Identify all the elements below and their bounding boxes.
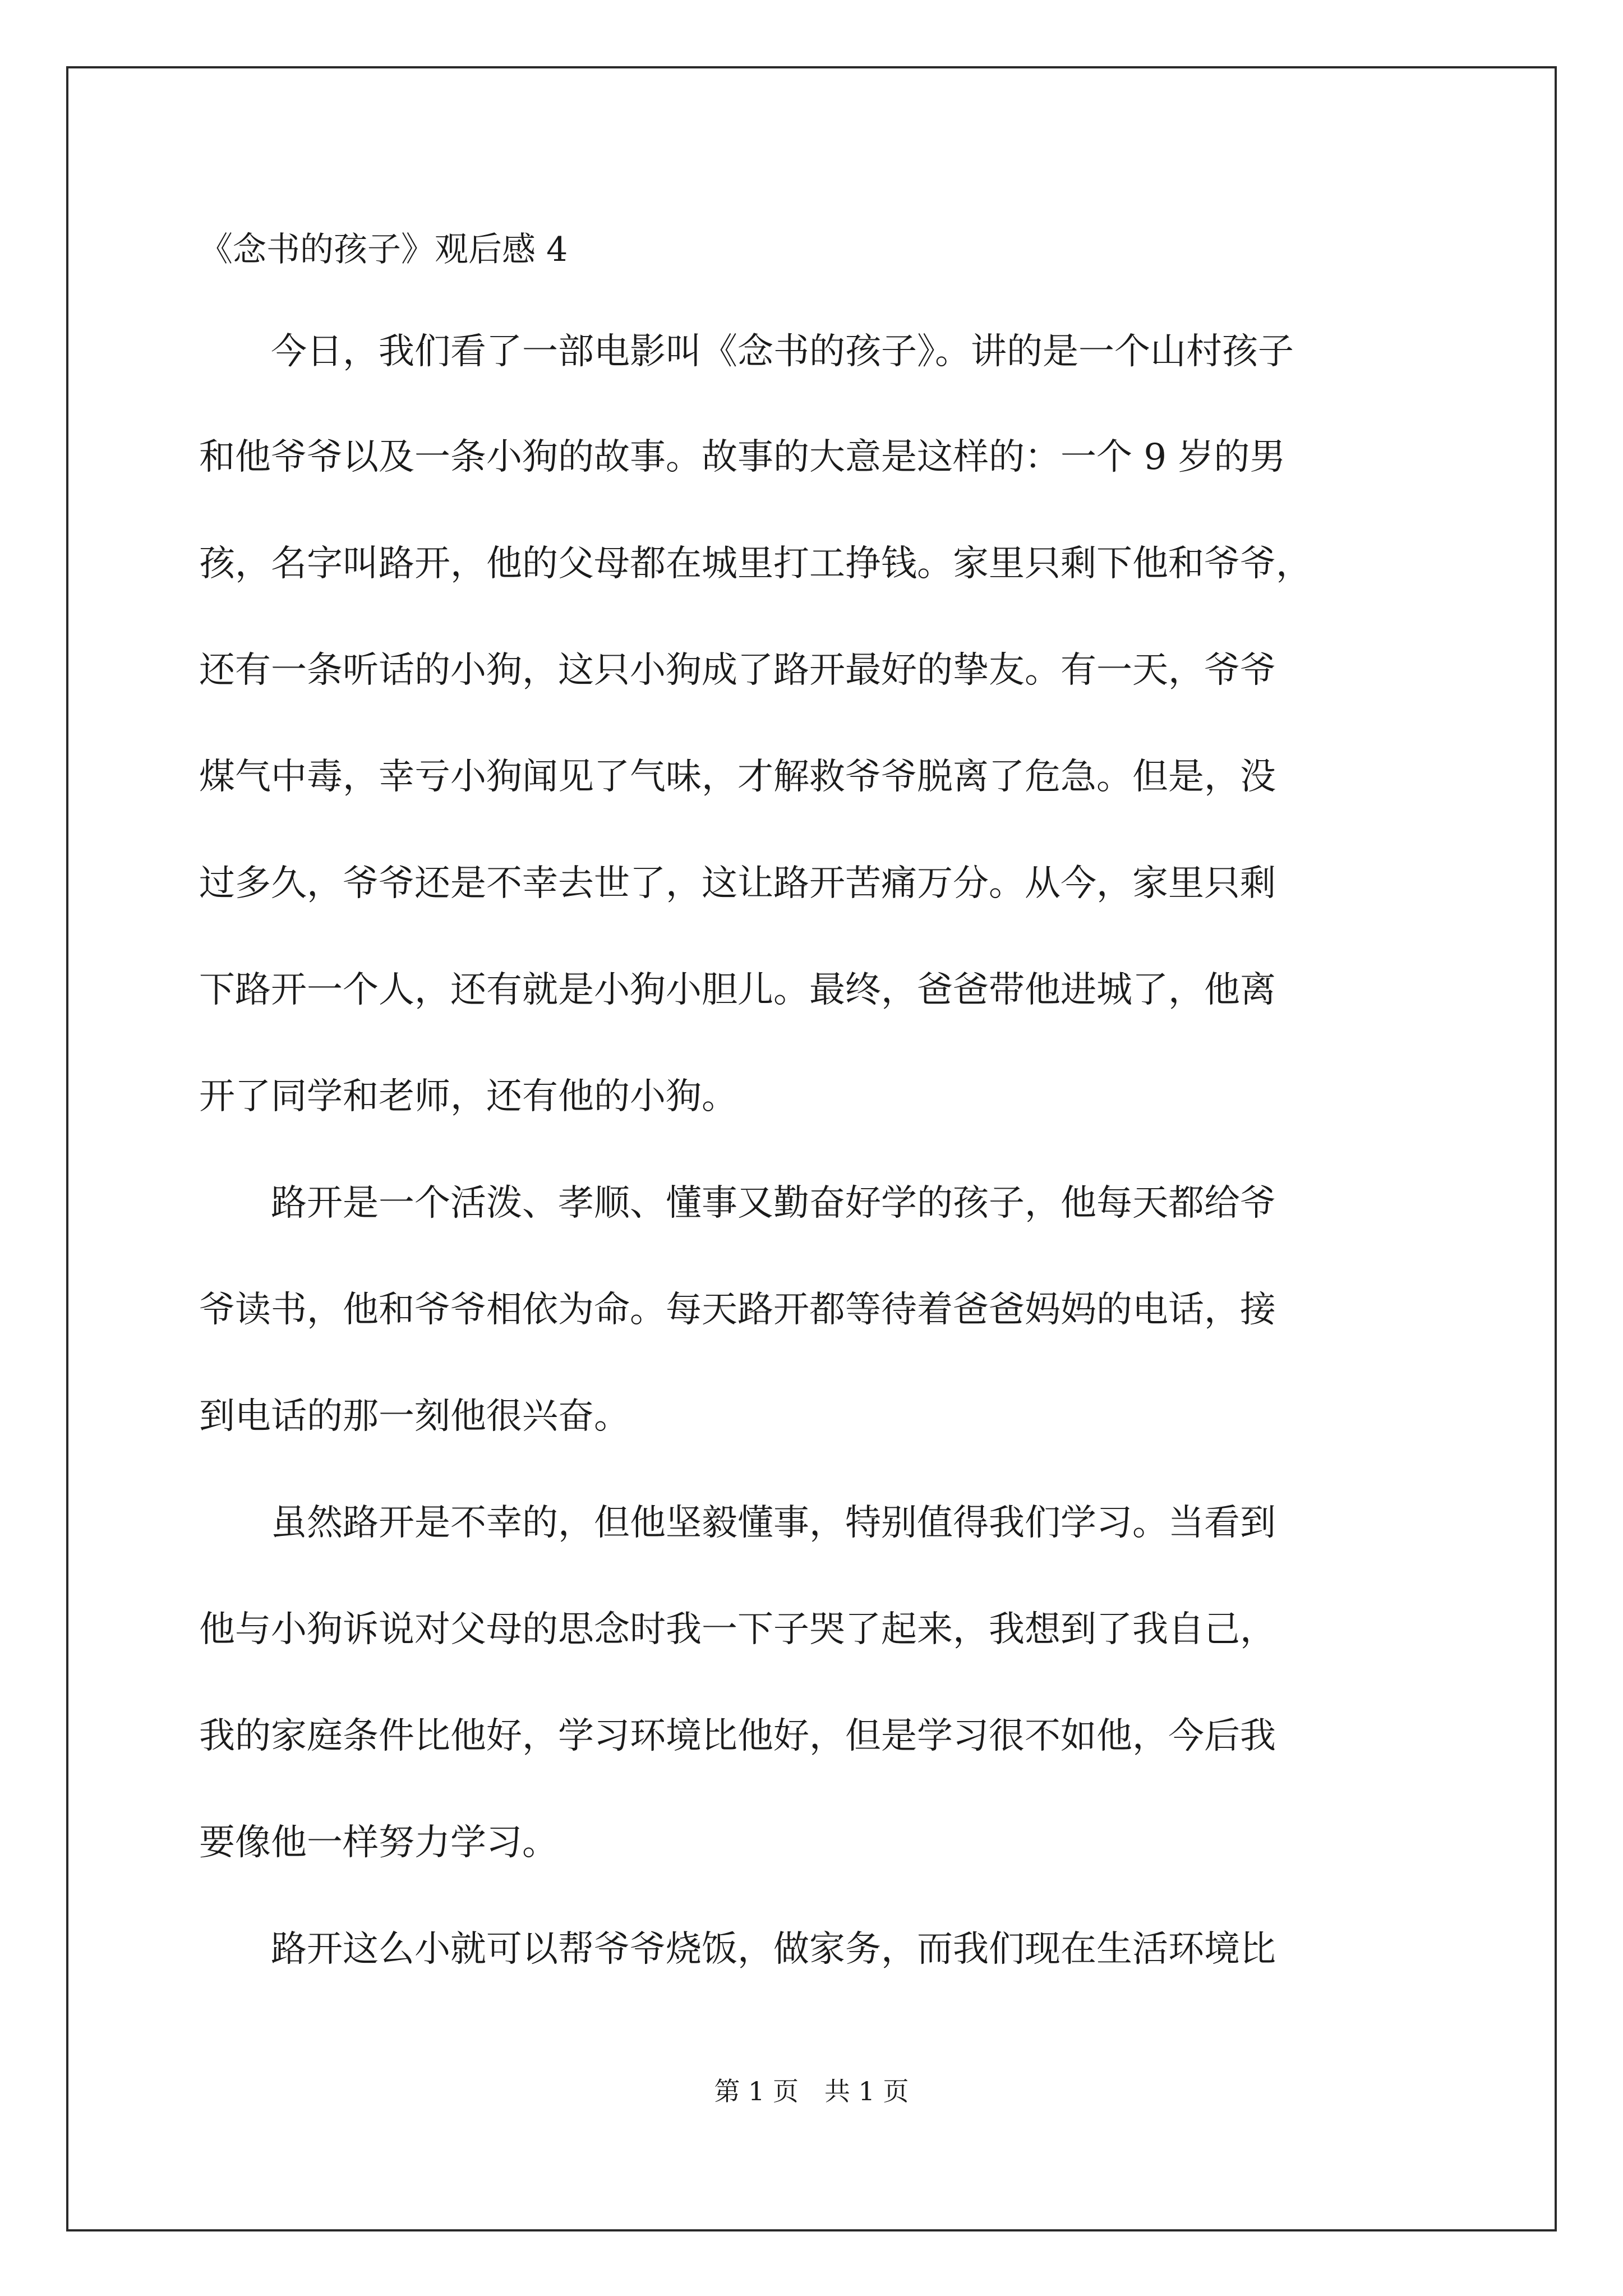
text-line: 路开这么小就可以帮爷爷烧饭，做家务，而我们现在生活环境比 bbox=[199, 1929, 1276, 1970]
page-footer: 第 1 页 共 1 页 bbox=[714, 2076, 909, 2106]
text-line: 要像他一样努力学习。 bbox=[199, 1822, 558, 1864]
text-line: 路开是一个活泼、孝顺、懂事又勤奋好学的孩子，他每天都给爷 bbox=[199, 1182, 1276, 1224]
text-line: 过多久，爷爷还是不幸去世了，这让路开苦痛万分。从今，家里只剩 bbox=[199, 863, 1276, 904]
text-line: 到电话的那一刻他很兴奋。 bbox=[199, 1396, 630, 1437]
text-line: 孩，名字叫路开，他的父母都在城里打工挣钱。家里只剩下他和爷爷， bbox=[199, 543, 1312, 585]
text-line: 虽然路开是不幸的，但他坚毅懂事，特别值得我们学习。当看到 bbox=[199, 1502, 1276, 1544]
page-border bbox=[66, 66, 1557, 2231]
text-line: 和他爷爷以及一条小狗的故事。故事的大意是这样的：一个 9 岁的男 bbox=[199, 436, 1286, 478]
text-line: 下路开一个人，还有就是小狗小胆儿。最终，爸爸带他进城了，他离 bbox=[199, 969, 1276, 1011]
document-title: 《念书的孩子》观后感 4 bbox=[199, 230, 568, 269]
text-line: 煤气中毒，幸亏小狗闻见了气味，才解救爷爷脱离了危急。但是，没 bbox=[199, 756, 1276, 798]
text-line: 还有一条听话的小狗，这只小狗成了路开最好的挚友。有一天，爷爷 bbox=[199, 650, 1276, 691]
text-line: 爷读书，他和爷爷相依为命。每天路开都等待着爸爸妈妈的电话，接 bbox=[199, 1289, 1276, 1331]
text-line: 我的家庭条件比他好，学习环境比他好，但是学习很不如他，今后我 bbox=[199, 1715, 1276, 1757]
text-line: 他与小狗诉说对父母的思念时我一下子哭了起来，我想到了我自己， bbox=[199, 1609, 1276, 1650]
text-line: 今日，我们看了一部电影叫《念书的孩子》。讲的是一个山村孩子 bbox=[199, 331, 1294, 372]
text-line: 开了同学和老师，还有他的小狗。 bbox=[199, 1076, 737, 1117]
